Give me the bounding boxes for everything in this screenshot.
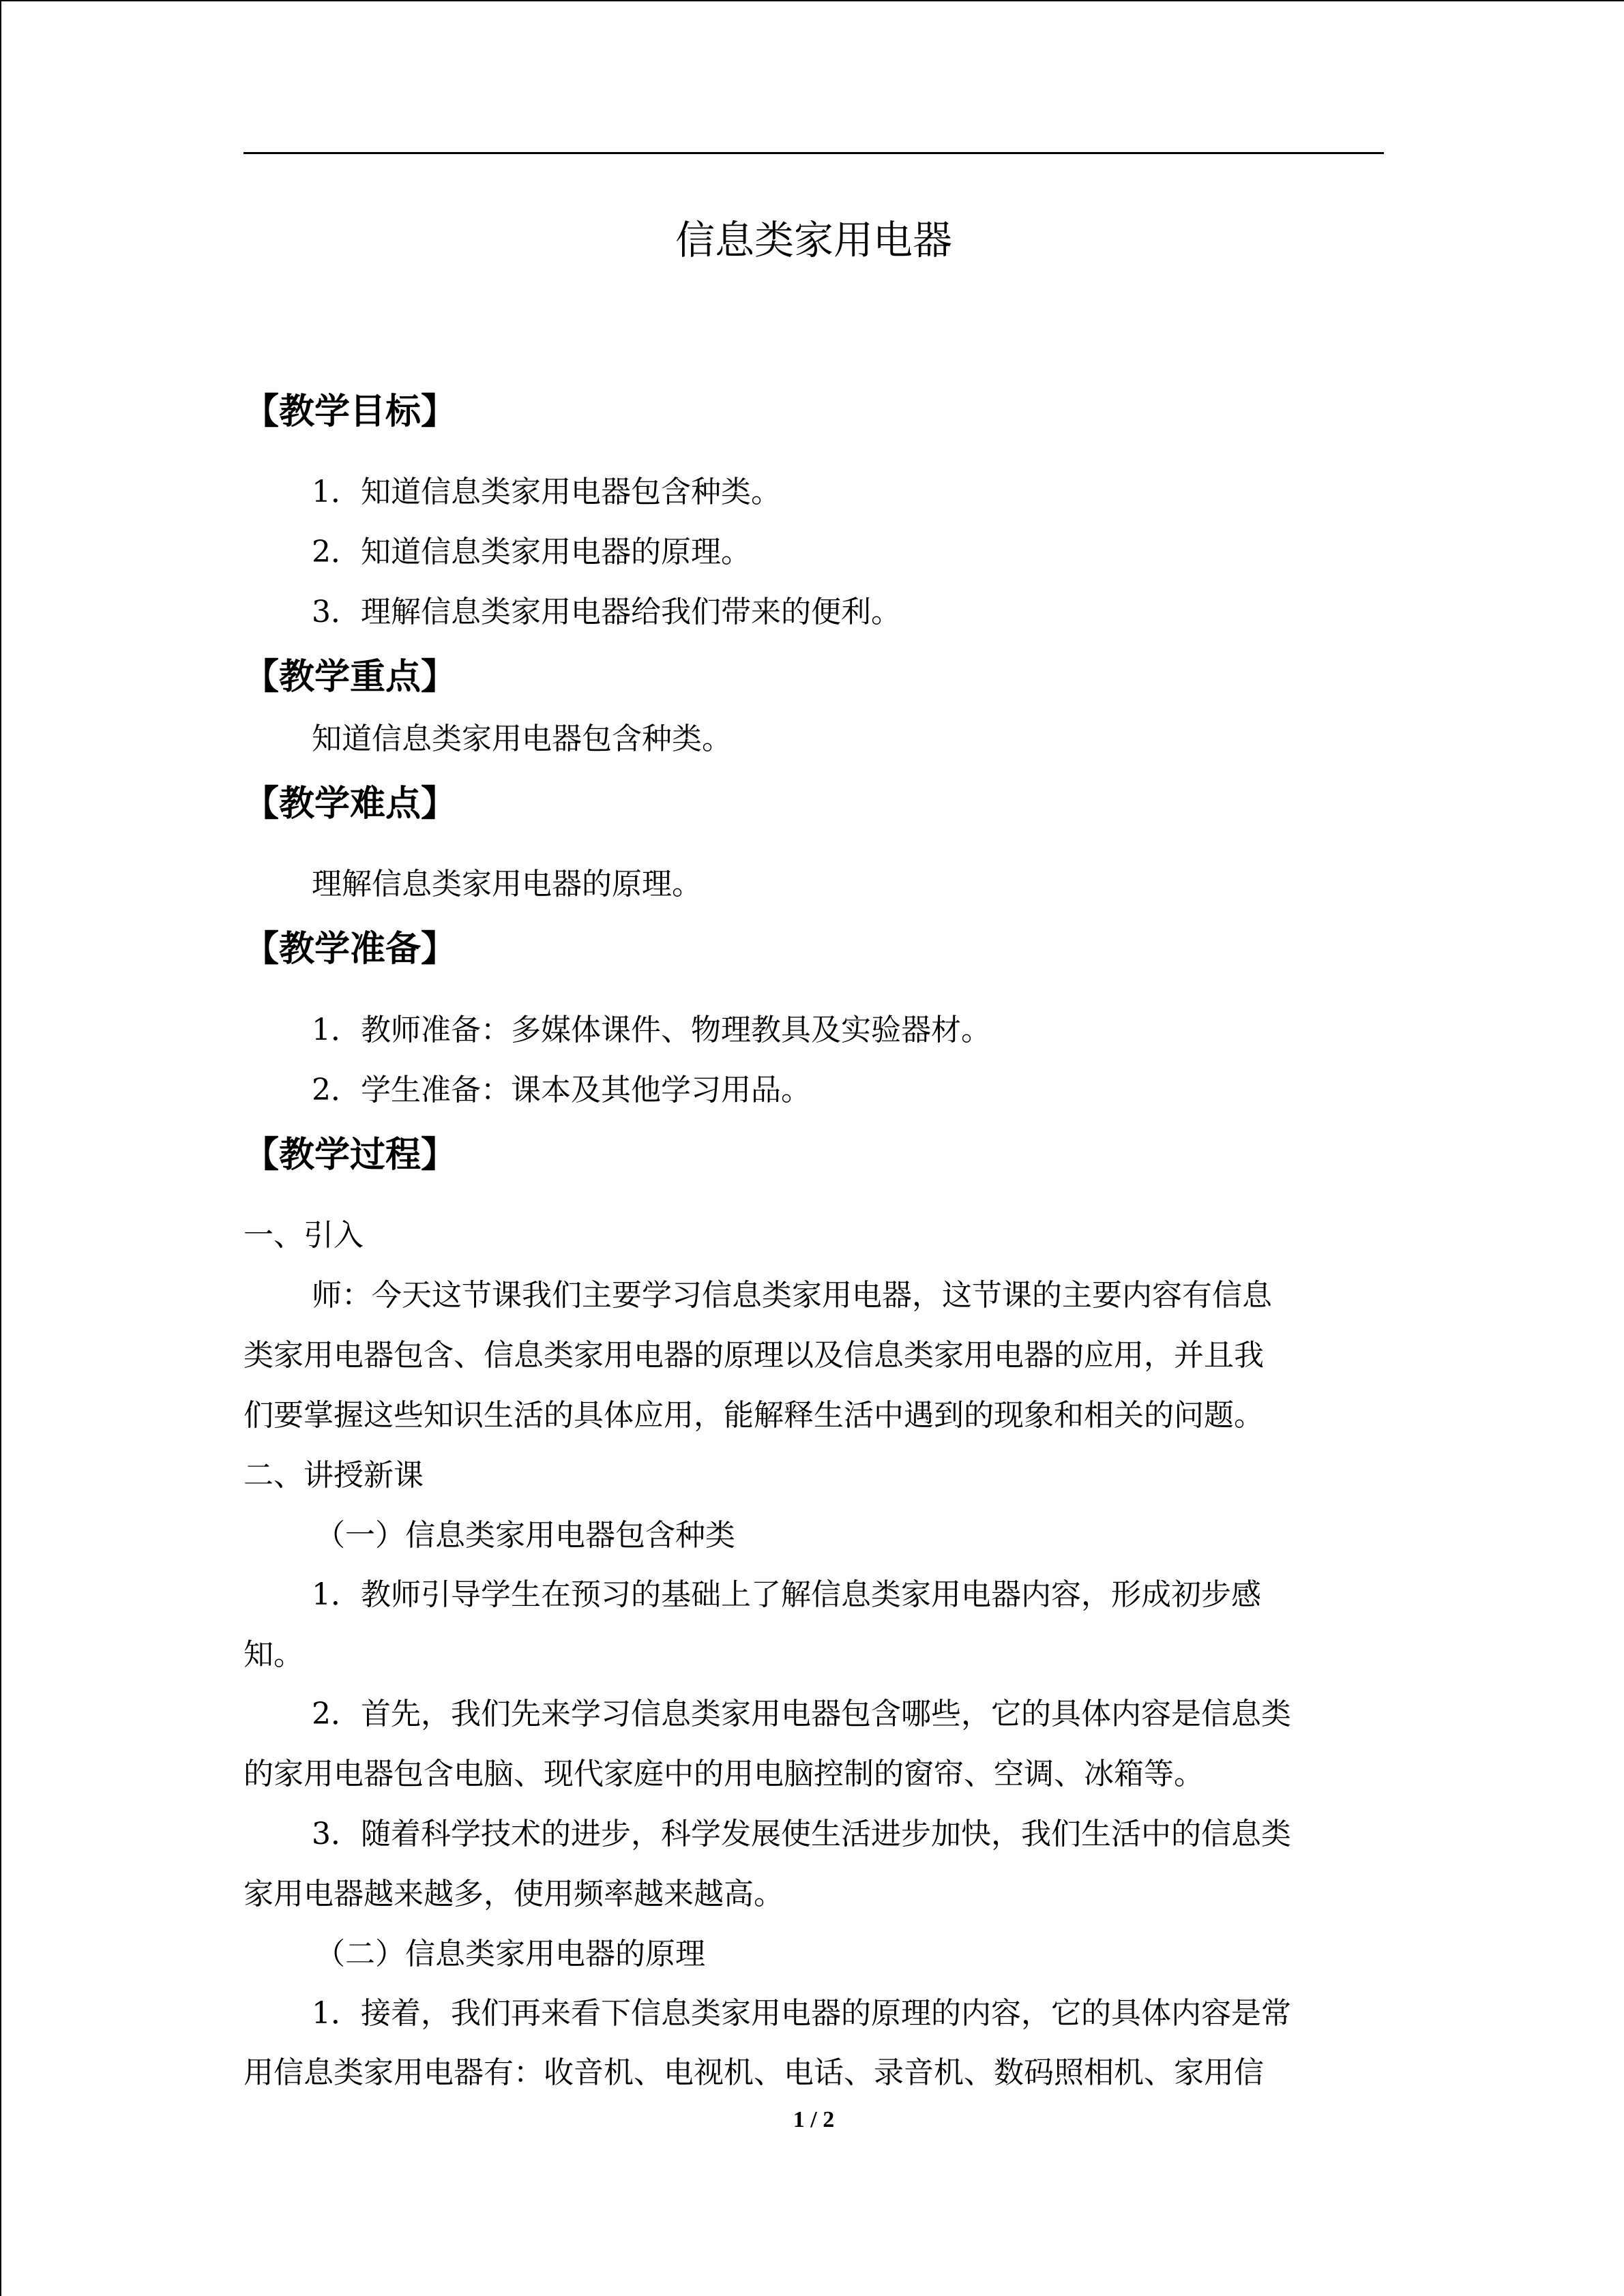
objective-item-2: 2．知道信息类家用电器的原理。 [312,535,751,569]
document-title: 信息类家用电器 [675,217,952,263]
process-part1-title: 一、引入 [243,1218,364,1253]
section-heading-key-points: 【教学重点】 [243,657,457,698]
process-part1-line-2: 类家用电器包含、信息类家用电器的原理以及信息类家用电器的应用，并且我 [243,1338,1264,1373]
process-sub1-item2-line-2: 的家用电器包含电脑、现代家庭中的用电脑控制的窗帘、空调、冰箱等。 [243,1757,1204,1791]
process-sub1-item1-line-2: 知。 [243,1637,304,1672]
process-sub2-item1-line-2: 用信息类家用电器有：收音机、电视机、电话、录音机、数码照相机、家用信 [243,2055,1264,2090]
process-sub2-title: （二）信息类家用电器的原理 [315,1937,705,1971]
difficulties-text: 理解信息类家用电器的原理。 [312,867,702,901]
process-sub2-item1-line-1: 1．接着，我们再来看下信息类家用电器的原理的内容，它的具体内容是常 [312,1996,1291,2031]
key-points-text: 知道信息类家用电器包含种类。 [312,721,732,756]
process-sub1-item3-line-1: 3．随着科学技术的进步，科学发展使生活进步加快，我们生活中的信息类 [312,1817,1291,1851]
section-heading-difficulties: 【教学难点】 [243,784,457,824]
process-part1-line-3: 们要掌握这些知识生活的具体应用，能解释生活中遇到的现象和相关的问题。 [243,1398,1264,1433]
process-sub1-title: （一）信息类家用电器包含种类 [315,1518,735,1553]
preparation-item-2: 2．学生准备：课本及其他学习用品。 [312,1073,811,1107]
process-sub1-item1-line-1: 1．教师引导学生在预习的基础上了解信息类家用电器内容，形成初步感 [312,1577,1261,1612]
objective-item-1: 1．知道信息类家用电器包含种类。 [312,475,781,509]
page-number: 1 / 2 [793,2107,835,2132]
process-part1-line-1: 师：今天这节课我们主要学习信息类家用电器，这节课的主要内容有信息 [312,1278,1272,1313]
process-part2-title: 二、讲授新课 [243,1458,424,1493]
header-rule [243,152,1384,154]
objective-item-3: 3．理解信息类家用电器给我们带来的便利。 [312,595,901,629]
process-sub1-item3-line-2: 家用电器越来越多，使用频率越来越高。 [243,1877,784,1911]
section-heading-process: 【教学过程】 [243,1135,457,1176]
section-heading-preparation: 【教学准备】 [243,929,457,970]
process-sub1-item2-line-1: 2．首先，我们先来学习信息类家用电器包含哪些，它的具体内容是信息类 [312,1697,1291,1731]
preparation-item-1: 1．教师准备：多媒体课件、物理教具及实验器材。 [312,1013,991,1047]
section-heading-objectives: 【教学目标】 [243,391,457,432]
